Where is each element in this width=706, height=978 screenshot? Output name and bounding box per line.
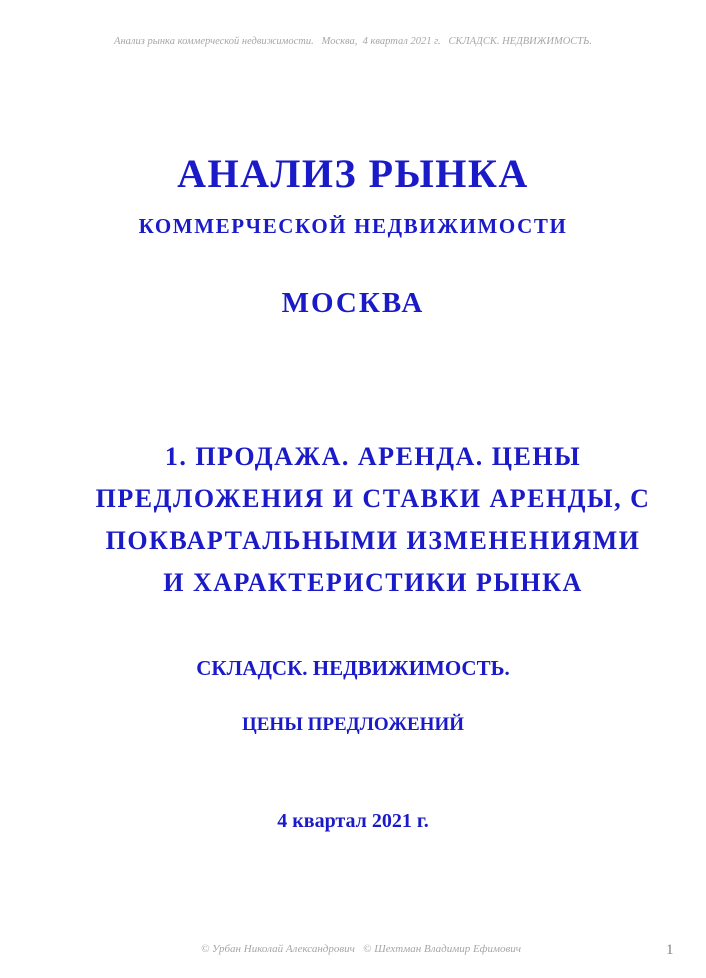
section-heading-line: ПРЕДЛОЖЕНИЯ И СТАВКИ АРЕНДЫ, С [95, 484, 651, 513]
city-name: МОСКВА [281, 287, 425, 319]
report-type: ЦЕНЫ ПРЕДЛОЖЕНИЙ [241, 714, 465, 735]
cover-subtitle: КОММЕРЧЕСКОЙ НЕДВИЖИМОСТИ [138, 214, 568, 238]
section-heading-line: ПОКВАРТАЛЬНЫМИ ИЗМЕНЕНИЯМИ [105, 526, 641, 555]
cover-title: АНАЛИЗ РЫНКА [177, 151, 529, 196]
page-number: 1 [666, 942, 674, 958]
running-header: Анализ рынка коммерческой недвижимости. Москва, 4 квартал 2021 г. СКЛАДСК. НЕДВИЖИМОСТЬ. [114, 36, 592, 47]
section-heading-line: И ХАРАКТЕРИСТИКИ РЫНКА [163, 568, 583, 597]
section-heading [40, 436, 706, 604]
footer-copyright: © Урбан Николай Александрович © Шехтман Владимир Ефимович [200, 943, 522, 955]
market-segment: СКЛАДСК. НЕДВИЖИМОСТЬ. [196, 656, 510, 680]
report-period: 4 квартал 2021 г. [277, 810, 429, 832]
section-heading-line: 1. ПРОДАЖА. АРЕНДА. ЦЕНЫ [164, 442, 582, 471]
